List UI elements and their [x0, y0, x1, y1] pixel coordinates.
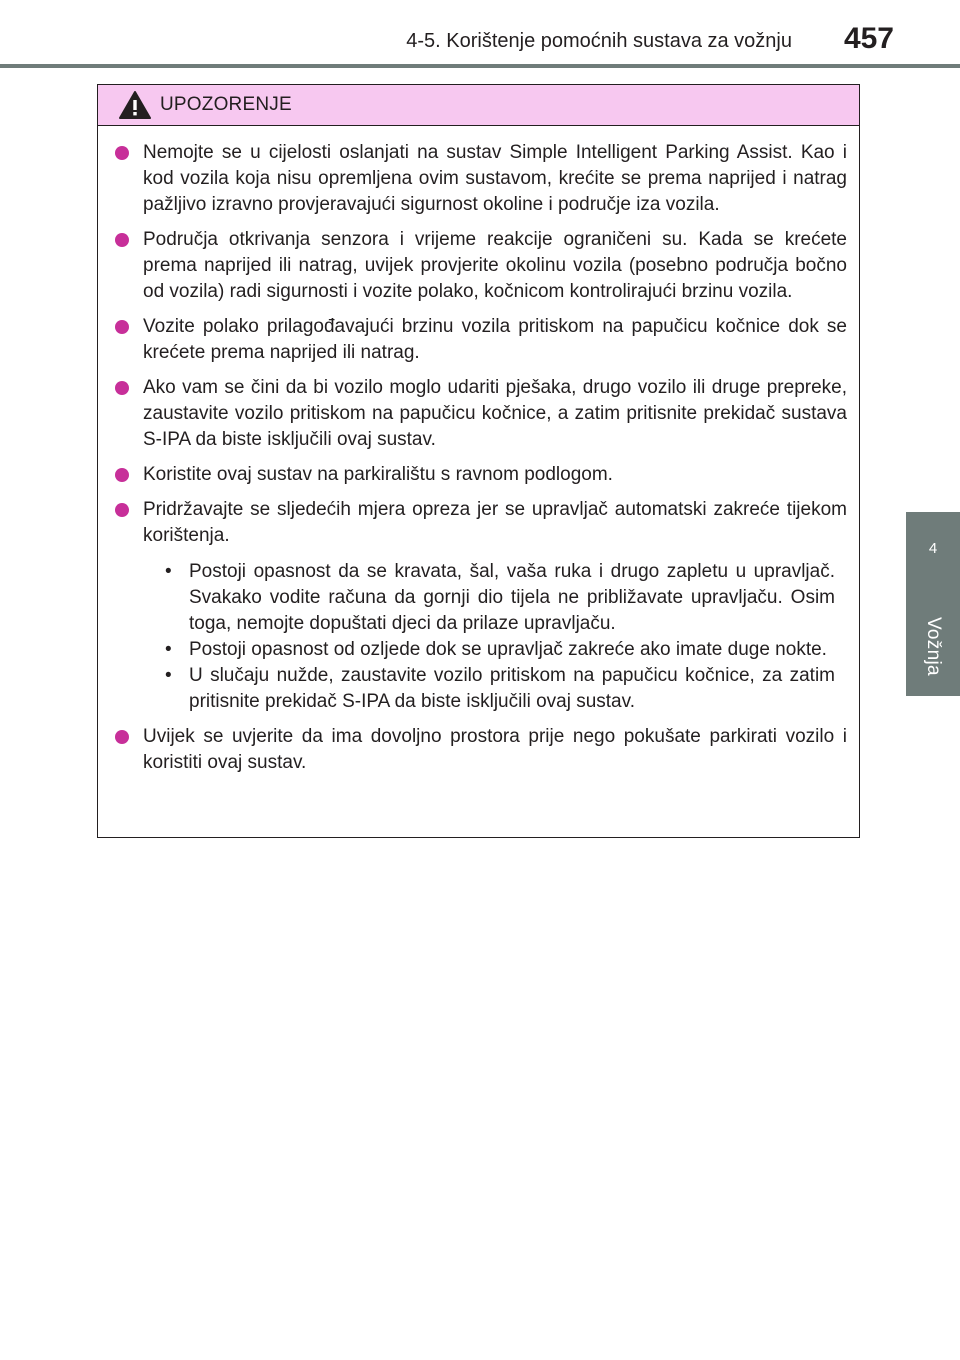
bullet-dot-icon [115, 146, 129, 160]
page-number: 457 [843, 22, 894, 55]
chapter-side-tab [906, 512, 960, 696]
bullet-text: Koristite ovaj sustav na parkiralištu s ravnom podlogom. [143, 464, 613, 485]
warning-bullet [115, 462, 847, 488]
sub-list [143, 559, 847, 715]
sub-item-text: U slučaju nužde, zaustavite vozilo pritiskom na papučicu kočnice, za zatim pritisnite prekidač S-IPA da biste isključili ovaj sustav. [189, 665, 835, 712]
sub-list-item [143, 559, 847, 637]
bullet-dot-icon [115, 468, 129, 482]
sub-bullet-mark: • [165, 639, 172, 660]
chapter-label-wrap [906, 606, 960, 686]
bullet-text: Vozite polako prilagođavajući brzinu vozila pritiskom na papučicu kočnice dok se krećete prema naprijed ili natrag. [143, 316, 847, 363]
bullet-text: Uvijek se uvjerite da ima dovoljno prostora prije nego pokušate parkirati vozilo i koristiti ovaj sustav. [143, 726, 847, 773]
warning-bullet [115, 140, 847, 218]
bullet-text: Ako vam se čini da bi vozilo moglo udariti pješaka, drugo vozilo ili druge prepreke, zaustavite vozilo pritiskom na papučicu kočnice, a zatim pritisnite prekidač sustava S-IPA da biste isključili ovaj sustav. [143, 377, 847, 450]
sub-bullet-mark: • [165, 665, 172, 686]
bullet-dot-icon [115, 320, 129, 334]
sub-list-item [143, 663, 847, 715]
warning-body [98, 126, 859, 776]
sub-item-text: Postoji opasnost da se kravata, šal, vaša ruka i drugo zapletu u upravljač. Svakako vodite računa da gornji dio tijela ne približavate upravljaču. Osim toga, nemojte dopuštati djeci da prilaze upravljaču. [189, 561, 835, 634]
bullet-text: Nemojte se u cijelosti oslanjati na sustav Simple Intelligent Parking Assist. Kao i kod vozila koja nisu opremljena ovim sustavom, krećite se prema naprijed i natrag pažljivo izravno provjeravajući sigurnost okoline i područje iza vozila. [143, 142, 847, 215]
warning-box [97, 84, 860, 838]
bullet-dot-icon [115, 503, 129, 517]
bullet-dot-icon [115, 730, 129, 744]
chapter-number: 4 [928, 540, 938, 557]
bullet-text: Pridržavajte se sljedećih mjera opreza jer se upravljač automatski zakreće tijekom korištenja. [143, 499, 847, 546]
header-divider [0, 64, 960, 68]
sub-item-text: Postoji opasnost od ozljede dok se upravljač zakreće ako imate duge nokte. [189, 639, 827, 660]
warning-triangle-icon [118, 90, 152, 120]
bullet-text: Područja otkrivanja senzora i vrijeme reakcije ograničeni su. Kada se krećete prema naprijed ili natrag, uvijek provjerite okolinu vozila (posebno područja bočno od vozila) radi sigurnosti i vozite polako, kočnicom kontrolirajući brzinu vozila. [143, 229, 847, 302]
sub-bullet-mark: • [165, 561, 172, 582]
chapter-label: Vožnja [923, 616, 944, 676]
sub-list-item [143, 637, 847, 663]
bullet-dot-icon [115, 381, 129, 395]
warning-bullet [115, 497, 847, 715]
warning-header [98, 85, 859, 126]
warning-bullet [115, 375, 847, 453]
warning-bullet [115, 314, 847, 366]
page-header-title: 4-5. Korištenje pomoćnih sustava za vožnju [406, 30, 792, 52]
warning-bullet [115, 227, 847, 305]
warning-title: UPOZORENJE [160, 94, 292, 115]
bullet-dot-icon [115, 233, 129, 247]
warning-bullet [115, 724, 847, 776]
